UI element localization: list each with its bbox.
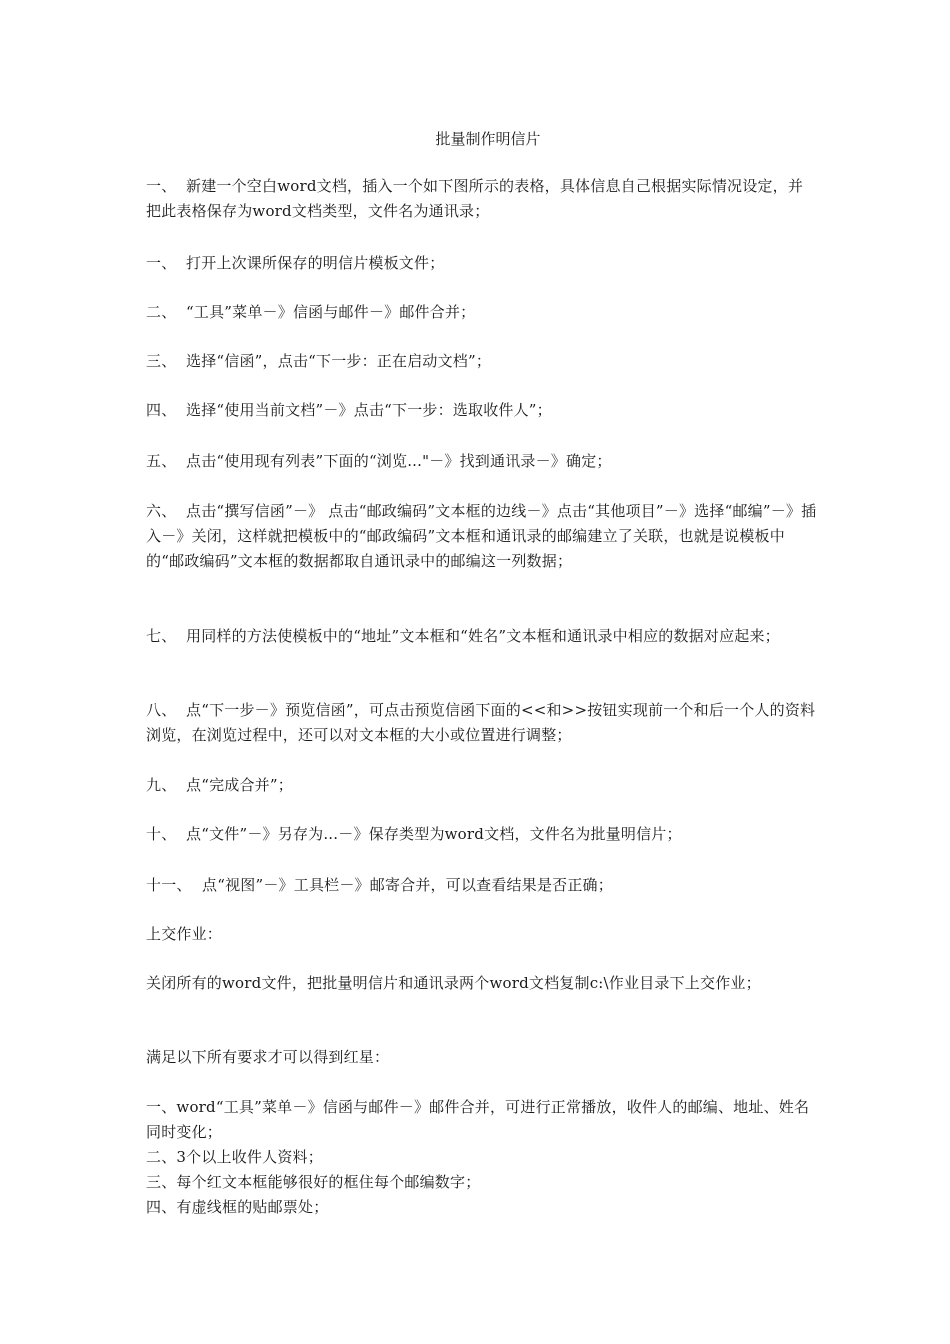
step-item [146, 251, 818, 276]
step-item [146, 873, 818, 898]
step-number: 一、 [146, 254, 177, 272]
step-number: 二、 [146, 303, 177, 321]
step-number: 三、 [146, 352, 177, 370]
step-text: 点击“使用现有列表”下面的“浏览..."－》找到通讯录－》确定； [186, 452, 612, 470]
requirement-item: 四、有虚线框的贴邮票处； [146, 1198, 329, 1216]
step-text: 点“完成合并”； [186, 776, 293, 794]
step-number: 六、 [146, 502, 177, 520]
step-number: 十、 [146, 825, 177, 843]
step-item [146, 822, 818, 847]
step-text: 打开上次课所保存的明信片模板文件； [186, 254, 445, 272]
step-text: “工具”菜单－》信函与邮件－》邮件合并； [186, 303, 476, 321]
step-text: 新建一个空白word文档，插入一个如下图所示的表格，具体信息自己根据实际情况设定，并把此表格保存为word文档类型，文件名为通讯录； [146, 177, 804, 220]
step-item [146, 398, 818, 423]
step-item [146, 499, 818, 574]
step-item [146, 449, 818, 474]
step-item [146, 174, 818, 224]
step-number: 四、 [146, 401, 177, 419]
step-text: 点“视图”－》工具栏－》邮寄合并，可以查看结果是否正确； [202, 876, 613, 894]
step-number: 九、 [146, 776, 177, 794]
requirement-item: 三、每个红文本框能够很好的框住每个邮编数字； [146, 1173, 481, 1191]
step-item [146, 300, 818, 325]
step-text: 用同样的方法使模板中的“地址”文本框和“姓名”文本框和通讯录中相应的数据对应起来； [186, 627, 780, 645]
requirement-item: 二、3个以上收件人资料； [146, 1148, 323, 1166]
document-title: 批量制作明信片 [435, 130, 541, 148]
step-number: 一、 [146, 177, 177, 195]
requirement-item: 一、word“工具”菜单－》信函与邮件－》邮件合并，可进行正常播放，收件人的邮编、地址、姓名同时变化； [146, 1098, 810, 1141]
homework-text: 关闭所有的word文件，把批量明信片和通讯录两个word文档复制c:\作业目录下上交作业； [146, 974, 761, 992]
step-number: 八、 [146, 701, 177, 719]
step-item [146, 698, 818, 748]
step-text: 点“文件”－》另存为...－》保存类型为word文档，文件名为批量明信片； [186, 825, 682, 843]
step-text: 点“下一步－》预览信函”，可点击预览信函下面的<<和>>按钮实现前一个和后一个人的资料浏览，在浏览过程中，还可以对文本框的大小或位置进行调整； [146, 701, 816, 744]
step-item [146, 773, 818, 798]
step-number: 七、 [146, 627, 177, 645]
step-number: 十一、 [146, 876, 192, 894]
step-text: 点击“撰写信函”－》 点击“邮政编码”文本框的边线－》点击“其他项目”－》选择“邮编”－》插入－》关闭，这样就把模板中的“邮政编码”文本框和通讯录的邮编建立了关联，也就是说模板中的“邮政编码”文本框的数据都取自通讯录中的邮编这一列数据； [146, 502, 817, 570]
step-text: 选择“使用当前文档”－》点击“下一步：选取收件人”； [186, 401, 552, 419]
step-number: 五、 [146, 452, 177, 470]
step-item [146, 349, 818, 374]
step-item [146, 624, 818, 649]
homework-label: 上交作业： [146, 925, 223, 943]
step-text: 选择“信函”，点击“下一步：正在启动文档”； [186, 352, 492, 370]
requirements-label: 满足以下所有要求才可以得到红星： [146, 1048, 390, 1066]
